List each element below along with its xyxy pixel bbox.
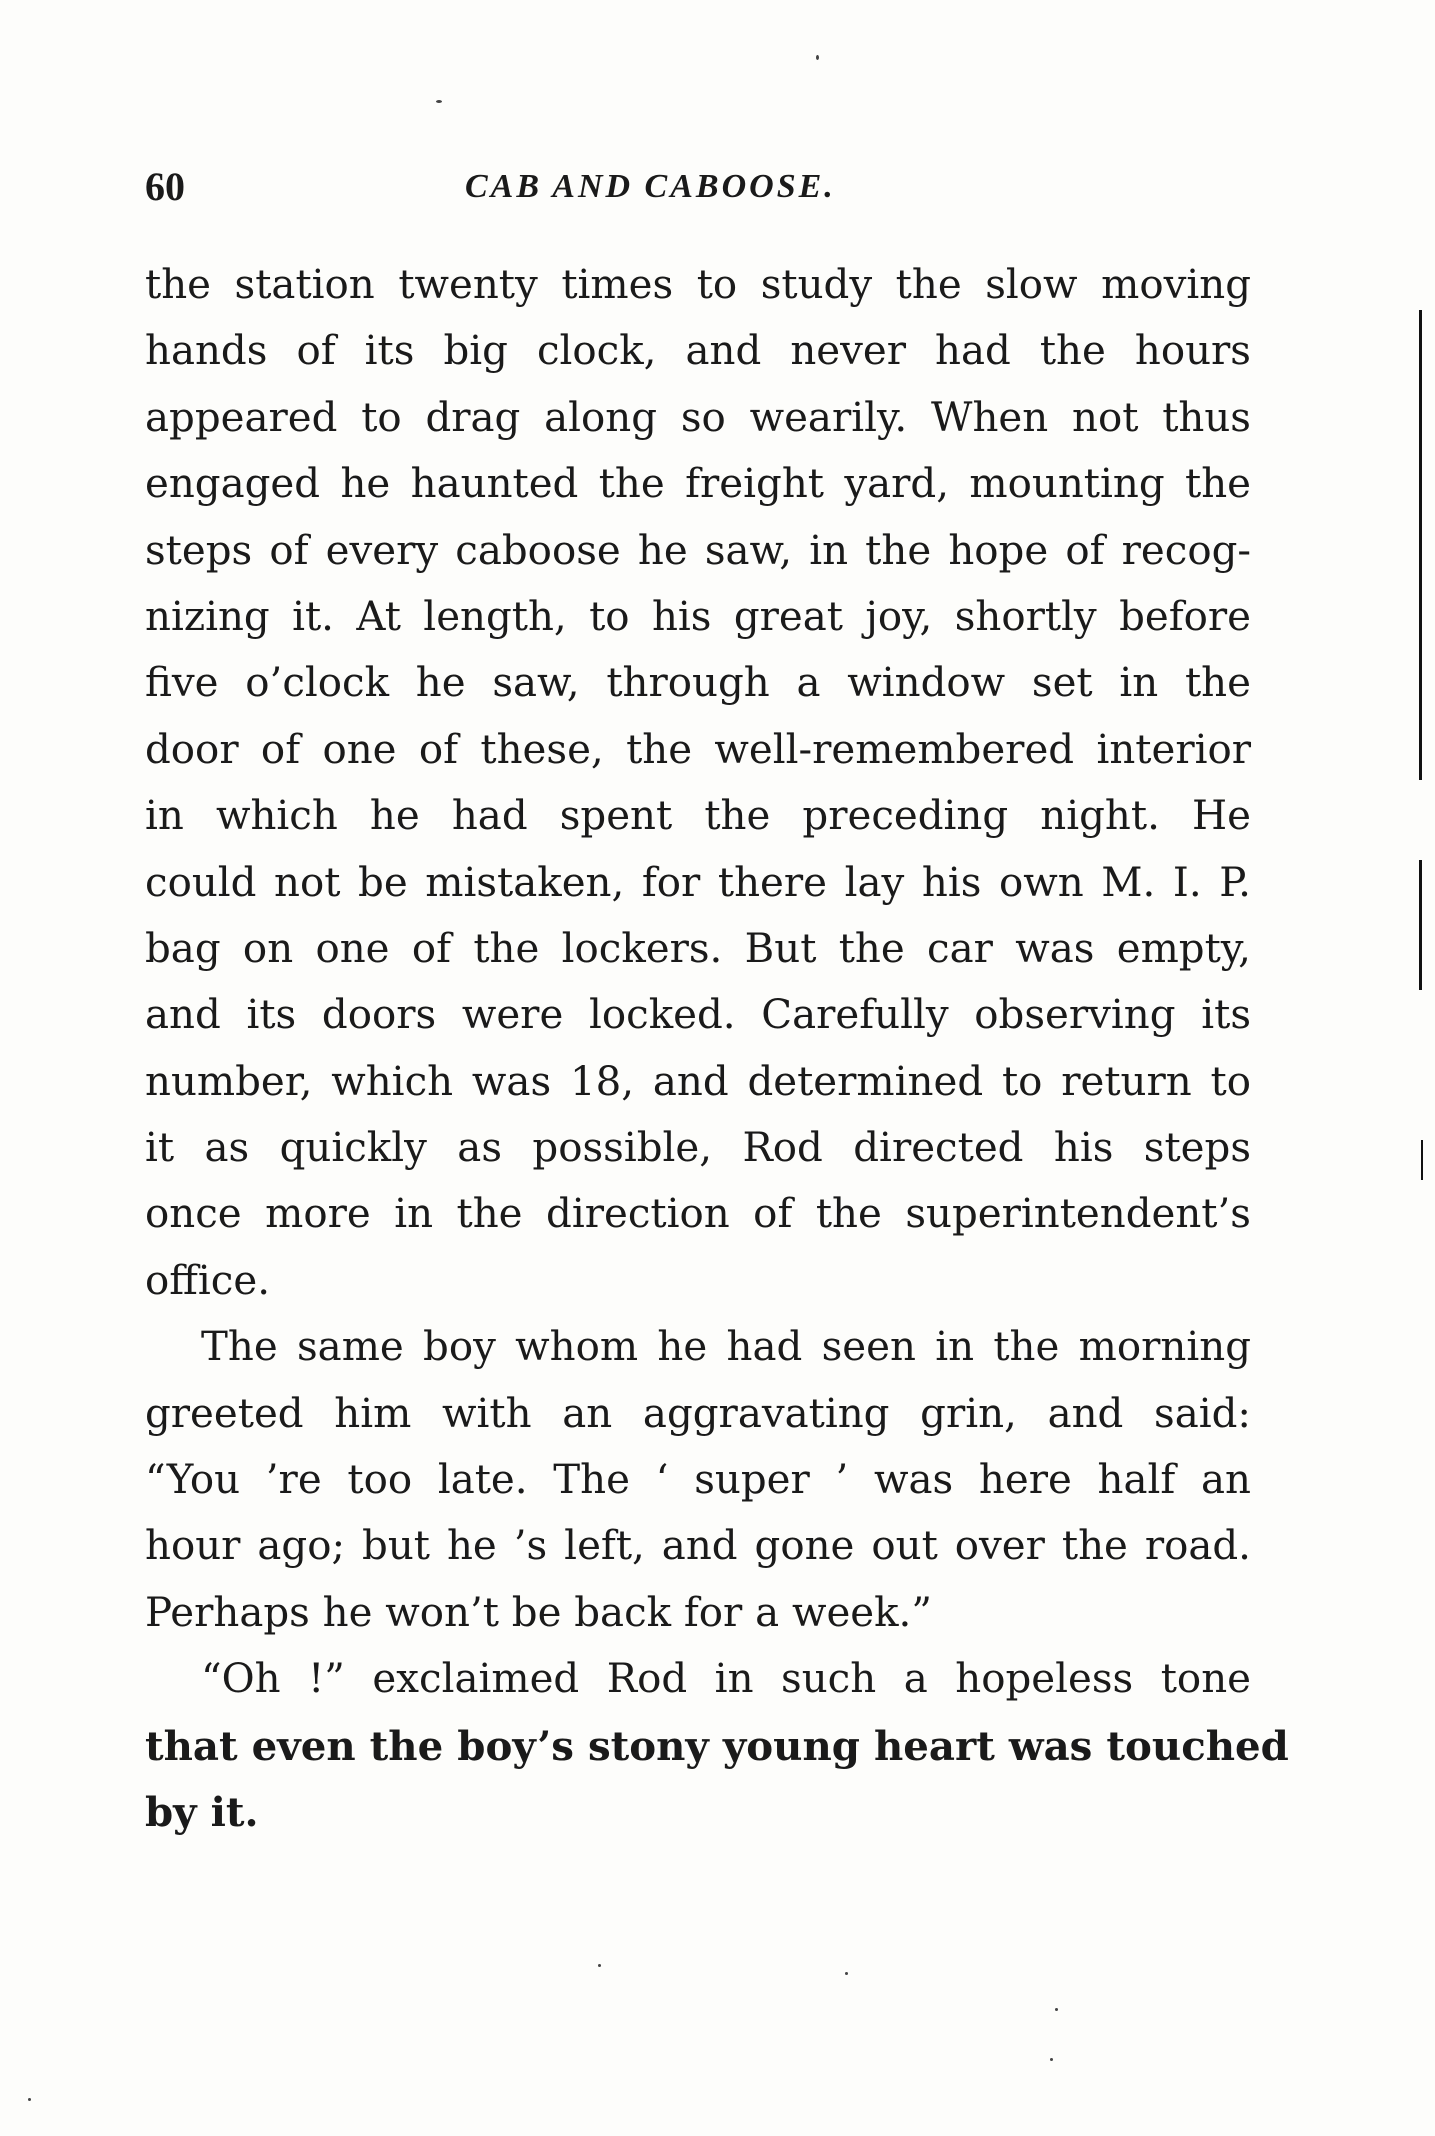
text-line: the station twenty times to study the slow moving — [145, 261, 1251, 308]
running-title: CAB AND CABOOSE. — [465, 168, 836, 205]
text-line: door of one of these, the well-remembered interior — [145, 725, 1251, 773]
text-line: greeted him with an aggravating grin, and said: — [145, 1389, 1251, 1437]
scan-margin-rule — [1419, 310, 1422, 780]
page-number: 60 — [145, 164, 185, 209]
scan-margin-rule — [1419, 860, 1422, 990]
scan-speck — [1055, 2008, 1058, 2011]
text-line: in which he had spent the preceding night. He — [145, 792, 1251, 840]
text-line: “Oh !” exclaimed Rod in such a hopeless tone — [201, 1655, 1251, 1703]
scan-speck — [28, 2098, 31, 2101]
text-line: steps of every caboose he saw, in the hope of recog- — [145, 526, 1251, 574]
text-line: hour ago; but he ’s left, and gone out over the road. — [145, 1522, 1251, 1570]
text-line: it as quickly as possible, Rod directed his steps — [145, 1124, 1251, 1172]
text-line: hands of its big clock, and never had the hours — [145, 327, 1251, 375]
text-line: number, which was 18, and determined to return to — [145, 1057, 1251, 1105]
scan-speck — [1050, 2058, 1053, 2061]
text-line: five o’clock he saw, through a window set in the — [145, 659, 1251, 707]
text-line: could not be mistaken, for there lay his own M. I. P. — [145, 858, 1251, 906]
text-line: engaged he haunted the freight yard, mounting the — [145, 460, 1251, 508]
text-line: bag on one of the lockers. But the car was empty, — [145, 924, 1251, 972]
text-line: once more in the direction of the superintendent’s — [145, 1190, 1251, 1238]
text-line: The same boy whom he had seen in the morning — [201, 1323, 1251, 1371]
text-line: “You ’re too late. The ‘ super ’ was here half an — [145, 1456, 1251, 1504]
body-text — [145, 252, 1289, 1845]
scan-speck — [816, 55, 819, 60]
scan-speck — [598, 1964, 601, 1967]
text-line: nizing it. At length, to his great joy, shortly before — [145, 592, 1251, 640]
scan-speck — [436, 100, 442, 103]
text-line: by it. — [145, 1787, 259, 1836]
scan-speck — [845, 1972, 848, 1975]
scan-margin-rule — [1421, 1140, 1423, 1180]
text-line: appeared to drag along so wearily. When not thus — [145, 393, 1251, 441]
text-line: office. — [145, 1256, 271, 1304]
text-line: Perhaps he won’t be back for a week.” — [145, 1588, 932, 1636]
running-head — [145, 162, 1250, 212]
text-line: that even the boy’s stony young heart was touched — [145, 1721, 1289, 1770]
text-line: and its doors were locked. Carefully observing its — [145, 991, 1251, 1039]
